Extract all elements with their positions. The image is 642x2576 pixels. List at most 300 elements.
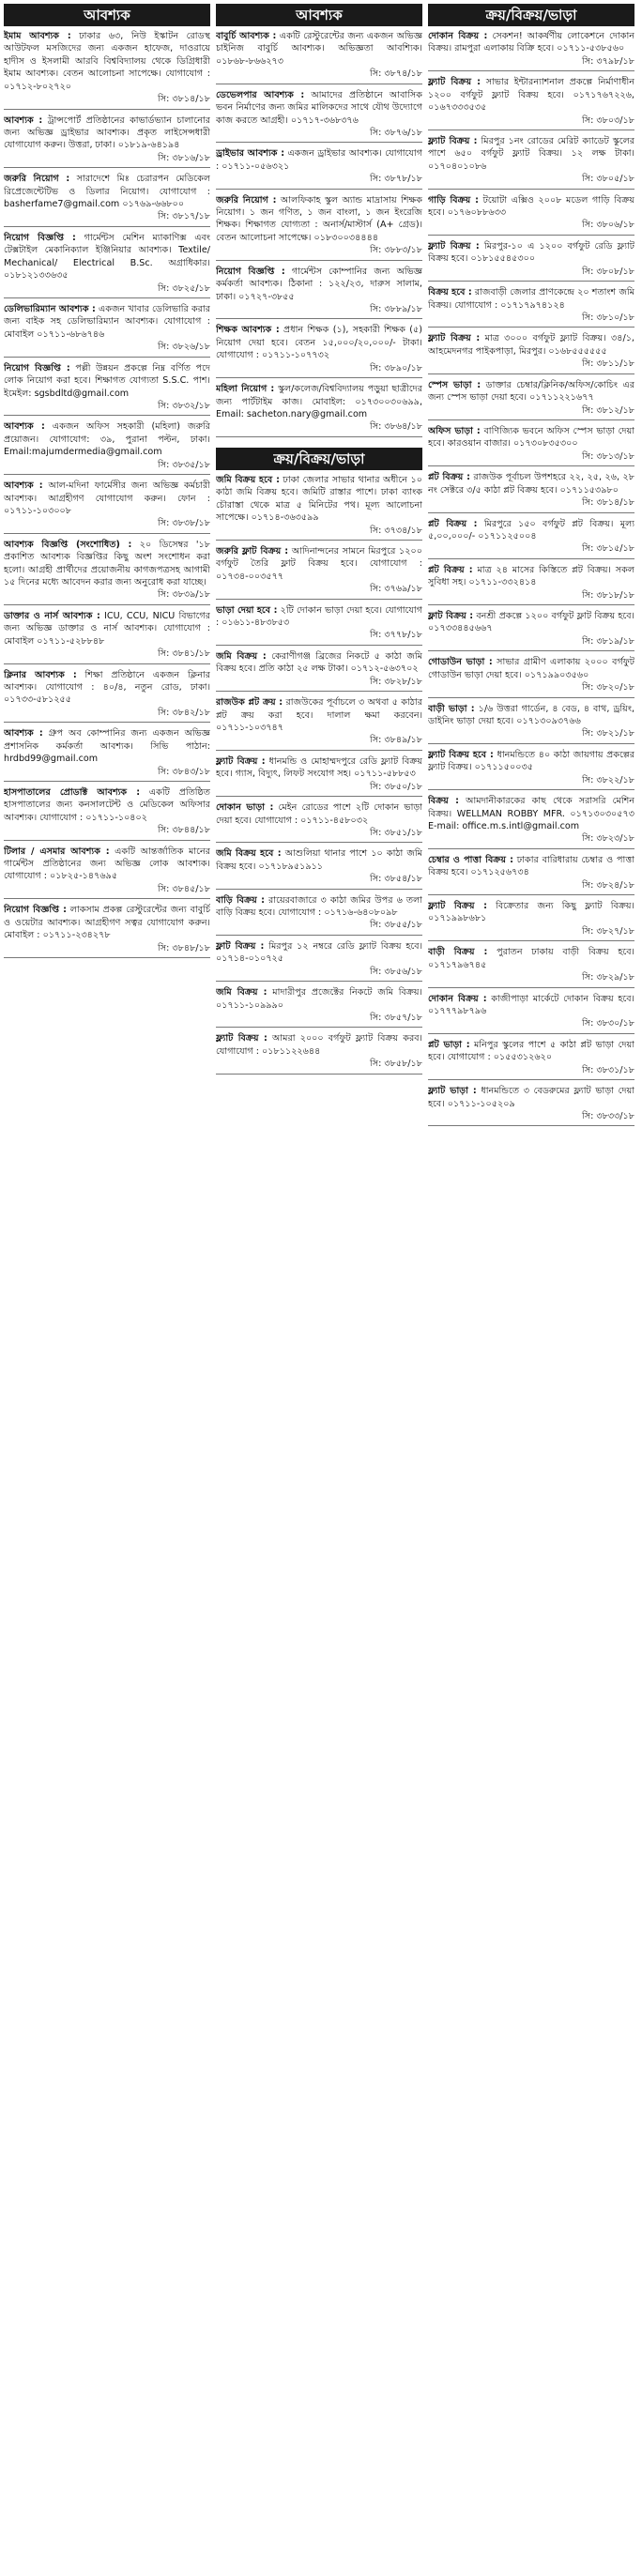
ad-heading: ইমাম আবশ্যক : xyxy=(4,31,71,41)
ad-code: সি: ৩৮৪৪/১৮ xyxy=(158,825,210,836)
classified-ad xyxy=(4,727,210,786)
ad-heading: আবশ্যক বিজ্ঞপ্তি (সংশোধিত) : xyxy=(4,539,132,550)
ad-body xyxy=(216,194,422,245)
classified-ad xyxy=(216,194,422,266)
ad-text: সাভার গ্রামীণ এলাকায় ২০০০ বর্গফুট গোডাউন ভাড়া দেয়া হবে। ০১৭১৯৯০৩৫৬০ xyxy=(428,657,634,680)
divider xyxy=(428,512,634,513)
ad-body xyxy=(428,749,634,774)
ad-heading: বিক্রয় : xyxy=(428,796,459,807)
classified-ad xyxy=(4,362,210,421)
classified-ad xyxy=(216,940,422,986)
ad-code: সি: ৩৭৬৯/১৮ xyxy=(370,584,422,595)
ad-code: সি: ৩৮২১/১৮ xyxy=(582,728,634,739)
ad-body xyxy=(428,854,634,879)
divider xyxy=(428,604,634,605)
ad-body xyxy=(216,324,422,361)
ad-heading: ভাড়া দেয়া হবে : xyxy=(216,604,278,616)
ad-code: সি: ৩৮৪৯/১৮ xyxy=(370,735,422,746)
ad-text: গার্মেন্টস মেশিন ম্যাকাণিক্স এবং টেক্সটাইল মেকানিক্যাল ইঞ্জিনিয়ার আবশ্যক। Textile/ Mechanical/ Electrical B.Sc. অগ্রাধিকার। ০১৮১২১৩৩৬৩৫ xyxy=(4,232,210,282)
classified-ad xyxy=(428,854,634,900)
ad-heading: দোকান ভাড়া : xyxy=(216,802,274,814)
ad-body xyxy=(428,425,634,450)
ad-text: আমাদের প্রতিষ্ঠানে আবাসিক ভবন নির্মাণের জন্য জমির মালিকদের সাথে যৌথ উদ্যোগে কাজ করতে আগ্রহী। ০১৭১৭-৩৬৮৩৭৬ xyxy=(216,89,422,126)
ad-text: রায়েরবাজারে ৩ কাঠা জমির উপর ৬ তলা বাড়ি বিক্রয় হবে। যোগাযোগ : ০১৭১৬-৬৪০৮০৯৮ xyxy=(216,894,422,919)
ad-body xyxy=(4,904,210,941)
ad-code: সি: ৩৮১৪/১৮ xyxy=(582,497,634,509)
ad-heading: আবশ্যক : xyxy=(4,421,45,433)
ad-heading: ফ্লাট বিক্রয় : xyxy=(428,611,474,622)
divider xyxy=(216,645,422,646)
divider xyxy=(4,957,210,958)
ad-heading: হাসপাতালের প্রোডাক্ট আবশ্যক : xyxy=(4,786,141,798)
ad-heading: নিয়োগ বিজ্ঞপ্তি : xyxy=(4,232,76,243)
classified-ad xyxy=(428,610,634,656)
ad-code: সি: ৩৮০৮/১৮ xyxy=(582,266,634,277)
ad-code: সি: ৩৮৫০/১৮ xyxy=(370,781,422,792)
ad-body xyxy=(216,650,422,676)
ad-text: মিরপুর ১নং রোডের মেরিট ক্যাডেট স্কুলের পাশে ৬৫০ বর্গফুট ফ্ল্যাট বিক্রয়। ১২ লক্ষ টাকা। ০১৭০৪০১০৮৬ xyxy=(428,135,634,172)
ad-heading: জমি বিক্রয় : xyxy=(216,650,267,662)
ad-heading: বাড়ি বিক্রয় : xyxy=(216,894,265,906)
ad-list xyxy=(428,30,634,1131)
classified-ad xyxy=(216,847,422,893)
ad-body xyxy=(216,1032,422,1058)
classified-ad xyxy=(216,755,422,801)
divider xyxy=(4,357,210,358)
classified-ad xyxy=(216,650,422,696)
ad-heading: বাবুর্চি আবশ্যক : xyxy=(216,31,277,41)
divider xyxy=(4,663,210,664)
classified-ad xyxy=(428,749,634,795)
ad-heading: জরুরি ফ্লাট বিক্রয় : xyxy=(216,545,289,556)
ad-text: মিরপুর-১০ এ ১২০০ বর্গফুট রেডি ফ্ল্যাট বিক্রয় হবে। ০১৮১৫৫৪৫৩০০ xyxy=(428,240,634,265)
ad-code: সি: ৩৮৩০/১৮ xyxy=(582,1018,634,1029)
ad-heading: জরুরি নিয়োগ : xyxy=(216,194,277,206)
ad-body xyxy=(428,1085,634,1110)
ad-text: ট্রান্সপোর্ট প্রতিষ্ঠানের কাভার্ডভ্যান চালানোর জন্য অভিজ্ঞ ড্রাইভার আবশ্যক। প্রকৃত লাইসেন্সধারী যোগাযোগ করুন। উত্তরা, ঢাকা। ০১৮১৯-৬৪১৯৪ xyxy=(4,114,210,151)
classified-ad xyxy=(428,379,634,425)
divider xyxy=(428,697,634,698)
ad-heading: আবশ্যক : xyxy=(4,480,43,492)
divider xyxy=(4,722,210,723)
ad-code: সি: ৩৮১৭/১৮ xyxy=(158,211,210,222)
divider xyxy=(428,743,634,744)
classified-ad xyxy=(216,324,422,383)
ad-heading: ক্লিনার আবশ্যক : xyxy=(4,669,77,680)
ad-body xyxy=(4,727,210,765)
classified-ad xyxy=(4,669,210,728)
ad-heading: অফিস ভাড়া : xyxy=(428,425,481,436)
ad-heading: স্পেস ভাড়া : xyxy=(428,379,482,390)
divider xyxy=(216,981,422,982)
ad-text: আশুলিয়া থানার পাশে ১০ কাঠা জমি বিক্রয় হবে। ০১৭১৮৯৫১৯১১ xyxy=(216,848,422,872)
classified-ad xyxy=(4,480,210,539)
ad-body xyxy=(216,30,422,68)
divider xyxy=(428,848,634,849)
ad-heading: ডেভেলপার আবশ্যক : xyxy=(216,89,305,100)
divider xyxy=(216,189,422,190)
ad-heading: প্লট ভাড়া : xyxy=(428,1039,470,1050)
ad-body xyxy=(4,846,210,883)
ad-heading: ফ্ল্যাট বিক্রয় : xyxy=(428,333,481,344)
ad-text: আমরা ২০০০ বর্গফুট ফ্ল্যাট বিক্রয় করব। যোগাযোগ : ০১৮১১২২৬৪৪ xyxy=(216,1033,422,1057)
ad-heading: দোকান বিক্রয় : xyxy=(428,993,487,1004)
classified-ad xyxy=(216,89,422,148)
ad-body xyxy=(428,1039,634,1064)
ad-text: গ্রুপ অব কোম্পানির জন্য একজন অভিজ্ঞ প্রশাসনিক কর্মকর্তা আবশ্যক। সিভি পাঠান: hrdbd99@gmail.com xyxy=(4,728,210,765)
divider xyxy=(216,540,422,541)
classified-ad xyxy=(428,900,634,946)
ad-code: সি: ৩৮২৪/১৮ xyxy=(582,879,634,891)
classified-ad xyxy=(428,564,634,610)
classified-ad xyxy=(216,383,422,442)
ad-text: মাত্র ২৪ মাসের কিস্তিতে প্লট বিক্রয়। সকল সুবিধা সহ। ০১৭১১-৩৩২৪১৪ xyxy=(428,564,634,588)
ad-heading: ফ্ল্যাট বিক্রয় : xyxy=(428,77,481,88)
ad-text: ধানমন্ডি ও মোহাম্মদপুরে রেডি ফ্ল্যাট বিক্রয় হবে। গ্যাস, বিদ্যুৎ, লিফট সংযোগ সহ। ০১৭১১-৫৮৮৫৩ xyxy=(216,755,422,780)
divider xyxy=(428,1125,634,1126)
divider xyxy=(4,781,210,782)
ad-text: আদিনান্দনের সামনে মিরপুরে ১২০০ বর্গফুট তৈরি ফ্লাট বিক্রয় হবে। যোগাযোগ : ০১৭৩৪-০০৩৫৭৭ xyxy=(216,545,422,582)
ad-text: রাজউকের পূর্বাচলে ৩ অথবা ৫ কাঠার প্লট ক্রয় করা হবে। দালাল ক্ষমা করবেন। ০১৭১১-১০৩৭৪৭ xyxy=(216,697,422,733)
divider xyxy=(4,840,210,841)
ad-heading: ফ্ল্যাট বিক্রয় : xyxy=(428,901,487,912)
ad-heading: ফ্লাট বিক্রয় : xyxy=(216,940,265,952)
divider xyxy=(428,327,634,328)
ad-code: সি: ৩৮২৭/১৮ xyxy=(582,925,634,937)
divider xyxy=(428,789,634,790)
ad-text: রাজউক পূর্বাচল উপশহরে ২২, ২৫, ২৬, ২৮ নং সেক্টরে ৩/৫ কাঠা প্লট বিক্রয় হবে। ০১৭১১৫৩৯৮০ xyxy=(428,472,634,495)
ad-body xyxy=(216,755,422,781)
classified-ad xyxy=(4,232,210,303)
ad-body xyxy=(4,539,210,589)
classified-ad xyxy=(428,946,634,992)
classified-ad xyxy=(428,30,634,76)
ad-body xyxy=(428,471,634,496)
divider xyxy=(428,1079,634,1080)
ad-body xyxy=(216,604,422,630)
ad-text: ঢাকার বারিধারায় চেম্বার ও পাত্তা বিক্রয় হবে। ০১৭১২৫৬৭৩৪ xyxy=(428,854,634,878)
ad-body xyxy=(428,946,634,971)
ad-body xyxy=(4,669,210,707)
ad-code: সি: ৩৮৩৫/১৮ xyxy=(158,459,210,470)
ad-text: আলফিকাহ স্কুল অ্যান্ড মাদ্রাসায় শিক্ষক নিয়োগ। ১ জন গণিত, ১ জন বাংলা, ১ জন ইংরেজি শিক্ষক। শিক্ষাগত যোগ্যতা : অনার্স/মাস্টার্স (A+ গ্রেড)। বেতন আলোচনা সাপেক্ষে। ০১৮৩০০৩৪৪৪৪ xyxy=(216,194,422,243)
ad-body xyxy=(428,993,634,1018)
ad-code: সি: ৩৮৮৯/১৮ xyxy=(370,304,422,315)
ad-code: সি: ৩৮৪৩/১৮ xyxy=(158,766,210,777)
ad-text: কেরাণীগঞ্জ ব্রিজের নিকটে ৫ কাঠা জমি বিক্রয় হবে। প্রতি কাঠা ২৫ লক্ষ টাকা। ০১৭১২-৫৬৩৭০২ xyxy=(216,650,422,675)
ad-heading: ফ্ল্যাট বিক্রয় : xyxy=(216,1033,268,1044)
ad-code: সি: ৩৮২০/১৮ xyxy=(582,682,634,694)
ad-body xyxy=(216,89,422,127)
ad-body xyxy=(428,703,634,728)
ad-text: পল্লী উন্নয়ন প্রকল্পে নিম্ন বর্ণিত পদে লোক নিয়োগ করা হবে। শিক্ষাগত যোগ্যতা S.S.C. পাশ। ইমেইল: sgsbdltd@gmail.com xyxy=(4,362,210,399)
ad-code: সি: ৩৮২৮/১৮ xyxy=(370,676,422,687)
classified-ad xyxy=(4,420,210,480)
ad-body xyxy=(216,940,422,966)
ad-text: ঢাকা জেলার সাভার থানার অধীনে ১০ কাঠা জমি বিক্রয় হবে। জমিটি রাস্তার পাশে। ঢাকা ব্যাংক চৌরাস্তা থেকে মাত্র ৫ মিনিটের পথ। মূল্য আলোচনা সাপেক্ষে। ০১৭১৪-৩৬৩৫৯৯ xyxy=(216,474,422,524)
ad-text: পুরাতন ঢাকায় বাড়ী বিক্রয় হবে। ০১৭১৭৯৬৭৪৫ xyxy=(428,947,634,970)
ad-code: সি: ৩৮৩১/১৮ xyxy=(582,1064,634,1075)
ad-text: কাজীপাড়া মার্কেটে দোকান বিক্রয় হবে। ০১৭৭৭৯৮৭৯৬ xyxy=(428,993,634,1016)
ad-body xyxy=(216,801,422,827)
ad-heading: গোডাউন ভাড়া : xyxy=(428,657,493,668)
ad-body xyxy=(216,894,422,920)
divider xyxy=(216,691,422,692)
classified-ad xyxy=(4,173,210,232)
divider xyxy=(4,604,210,605)
ad-text: ১/৬ উত্তরা গার্ডেন, ৪ বেড, ৪ বাথ, ড্রয়িং, ডাইনিং ভাড়া দেয়া হবে। ০১৭১৩০৯৩৭৬৬ xyxy=(428,703,634,726)
ad-body xyxy=(4,30,210,93)
classified-ad xyxy=(428,471,634,517)
classified-ad xyxy=(216,986,422,1032)
classified-ad xyxy=(428,135,634,194)
ad-body xyxy=(4,786,210,824)
ad-code: সি: ৩৮১৮/১৮ xyxy=(582,589,634,601)
classified-ad xyxy=(216,147,422,193)
ad-body xyxy=(428,286,634,312)
ad-heading: বিক্রয় হবে : xyxy=(428,287,472,298)
ad-body xyxy=(428,76,634,114)
divider xyxy=(4,474,210,475)
ad-text: মিরপুরে ১৫০ বর্গফুট প্লট বিক্রয়। মূল্য ৫,০০,০০০/- ০১৭১১২৫০০৪ xyxy=(428,518,634,541)
classified-ad xyxy=(4,904,210,963)
ad-code: সি: ৩৮৫১/১৮ xyxy=(370,827,422,838)
ad-code: সি: ৩৮৫৭/১৮ xyxy=(370,1013,422,1023)
classified-ad xyxy=(428,194,634,240)
ad-heading: নিয়োগ বিজ্ঞপ্তি : xyxy=(4,905,67,916)
classified-ad xyxy=(216,1032,422,1078)
ad-text: একজন অফিস সহকারী (মহিলা) জরুরি প্রয়োজন। যোগাযোগ: ৩৯, পুরানা পল্টন, ঢাকা। Email:majumdermedia@gmail.com xyxy=(4,421,210,458)
ad-text: লাকসাম প্রকল্প রেস্টুরেন্টের জন্য বাবুর্চি ও ওয়েটার আবশ্যক। আগ্রহীগণ সত্বর যোগাযোগ করুন। মোবাইল : ০১৭১১-২৩৪২৭৮ xyxy=(4,905,210,941)
ad-text: ঢাকার ৬৩, নিউ ইস্কাটন রোডস্থ আউটফল মসজিদের জন্য একজন হাফেজ, দাওরায়ে হাদীস ও ইসলামী আরবি বিশ্ববিদ্যালয় থেকে ডিগ্রিধারী ইমাম আবশ্যক। বেতন আলোচনা সাপেক্ষে। যোগাযোগ : ০১৭১২-৮০২৭২০ xyxy=(4,31,210,92)
ad-body xyxy=(216,266,422,303)
ad-code: সি: ৩৮৪২/১৮ xyxy=(158,707,210,718)
ad-body xyxy=(428,900,634,925)
ad-code: সি: ৩৮৪৮/১৮ xyxy=(158,942,210,953)
ad-code: সি: ৩৮৩৮/১৮ xyxy=(158,518,210,529)
ad-heading: আবশ্যক : xyxy=(4,114,43,126)
classified-ad xyxy=(4,114,210,174)
column-1 xyxy=(4,4,210,2576)
ad-heading: রাজউক প্লট ক্রয় : xyxy=(216,697,283,709)
ad-code: সি: ৩৮০৫/১৮ xyxy=(582,174,634,185)
classified-ad xyxy=(4,539,210,610)
ad-code: সি: ৩৮১০/১৮ xyxy=(582,312,634,324)
ad-heading: শিক্ষক আবশ্যক : xyxy=(216,325,280,336)
divider xyxy=(216,889,422,890)
ad-code: সি: ৩৮২৯/১৮ xyxy=(582,972,634,983)
ad-code: সি: ৩৮২৬/১৮ xyxy=(158,342,210,353)
ad-text: ধানমন্ডিতে ৩ বেডরুমের ফ্ল্যাট ভাড়া দেয়া হবে। ০১৭১১-১০৫২০৯ xyxy=(428,1086,634,1109)
classified-ad xyxy=(428,703,634,749)
ad-text: একটি আন্তর্জাতিক মানের গার্মেন্টস প্রতিষ্ঠানের জন্য অভিজ্ঞ লোক আবশ্যক। যোগাযোগ : ০১৮২৫-১৪৭৬৯৫ xyxy=(4,846,210,882)
classified-ad xyxy=(216,604,422,650)
ad-text: ২০ ডিসেম্বর '১৮ প্রকাশিত আবশ্যক বিজ্ঞপ্তির কিছু অংশ সংশোধন করা হলো। আগ্রহী প্রার্থীদের প্রয়োজনীয় কাগজপত্রসহ আগামী ১৫ দিনের মধ্যে আবেদন করার জন্য অনুরোধ করা যাচ্ছে। xyxy=(4,539,210,588)
section-header: ক্রয়/বিক্রয়/ভাড়া xyxy=(428,4,634,26)
ad-body xyxy=(428,656,634,681)
classified-ad xyxy=(428,240,634,286)
ad-text: মনিপুর স্কুলের পাশে ৫ কাঠা প্লট ভাড়া দেয়া হবে। যোগাযোগ : ০১৫৫৩১২৬২০ xyxy=(428,1039,634,1063)
divider xyxy=(428,189,634,190)
ad-body xyxy=(4,610,210,648)
ad-code: সি: ৩৮৩২/১৮ xyxy=(158,400,210,411)
classified-ad xyxy=(216,801,422,847)
ad-heading: নিয়োগ বিজ্ঞপ্তি : xyxy=(4,362,70,373)
ad-heading: দোকান বিক্রয় : xyxy=(428,31,488,41)
ad-body xyxy=(216,474,422,525)
divider xyxy=(428,373,634,374)
classified-ad xyxy=(428,795,634,854)
ad-heading: নিয়োগ বিজ্ঞপ্তি : xyxy=(216,266,285,277)
ad-code: সি: ৩৮১৫/১৮ xyxy=(582,543,634,555)
divider xyxy=(216,842,422,843)
ad-text: মাদারীপুর প্রজেক্টের নিকটে জমি বিক্রয়। ০১৭১১-১০৯৯৯০ xyxy=(216,987,422,1011)
ad-body xyxy=(428,518,634,543)
classified-ad xyxy=(4,30,210,114)
classified-ad xyxy=(216,474,422,545)
ad-heading: মহিলা নিয়োগ : xyxy=(216,384,275,395)
ad-text: ২টি দোকান ভাড়া দেয়া হবে। যোগাযোগ : ০১৬১১-৪৮৩৮৫৩ xyxy=(216,604,422,629)
section-header: আবশ্যক xyxy=(216,4,422,26)
ad-body xyxy=(4,303,210,341)
ad-body xyxy=(216,986,422,1012)
ad-code: সি: ৩৮৫৬/১৮ xyxy=(370,966,422,977)
ad-text: সারাদেশে মিঃ চেরারপন মেডিকেল রিপ্রেজেন্টেটিভ ও ডিলার নিয়োগ। যোগাযোগ : basherfame7@gmail.com ০১৭৬৯-৬৬৮০০ xyxy=(4,174,210,210)
ad-text: টয়োটা এক্সিও ২০০৮ মডেল গাড়ি বিক্রয় হবে। ০১৭৬০৮৮৬৩৩ xyxy=(428,194,634,219)
ad-body xyxy=(4,480,210,517)
ad-code: সি: ৩৮০৩/১৮ xyxy=(582,114,634,126)
ad-code: সি: ৩৮৬৪/১৮ xyxy=(370,421,422,433)
divider xyxy=(4,109,210,110)
ad-text: প্রধান শিক্ষক (১), সহকারী শিক্ষক (৫) নিয়োগ দেয়া হবে। বেতন ১৫,০০০/২০,০০০/- টাকা। যোগাযোগ : ০১৭১১-১০৭৭৩২ xyxy=(216,325,422,361)
ad-body xyxy=(428,240,634,266)
ad-code: সি: ৩৮৭৪/১৮ xyxy=(370,69,422,80)
classified-ad xyxy=(216,266,422,325)
classified-ad xyxy=(216,30,422,89)
ad-heading: ফ্ল্যাট বিক্রয় হবে : xyxy=(428,749,494,760)
divider xyxy=(216,796,422,797)
divider xyxy=(4,898,210,899)
ad-code: সি: ৩৮৪৫/১৮ xyxy=(158,883,210,894)
ad-body xyxy=(216,847,422,873)
ad-heading: আবশ্যক : xyxy=(4,728,43,739)
ad-heading: জরুরি নিয়োগ : xyxy=(4,174,70,185)
divider xyxy=(428,558,634,559)
classified-ad xyxy=(428,518,634,564)
classified-ad xyxy=(216,696,422,755)
divider xyxy=(216,318,422,319)
divider xyxy=(216,1027,422,1028)
ad-body xyxy=(216,696,422,734)
classified-ad xyxy=(428,993,634,1039)
ad-code: সি: ৩৮২৩/১৮ xyxy=(582,833,634,845)
ad-code: সি: ৩৮২২/১৮ xyxy=(582,774,634,785)
ad-heading: ফ্ল্যাট ভাড়া : xyxy=(428,1086,477,1097)
ad-heading: প্লট বিক্রয় : xyxy=(428,564,473,575)
ad-body xyxy=(428,135,634,173)
divider xyxy=(216,377,422,378)
ad-text: ICU, CCU, NICU বিভাগের জন্য অভিজ্ঞ ডাক্তার ও নার্স আবশ্যক। যোগাযোগ : মোবাইল ০১৭১১-৫২৮৮৪৮ xyxy=(4,610,210,647)
ad-text: বিক্রেতার জন্য কিছু ফ্ল্যাট বিক্রয়। ০১৭১৯৯৮৬৮১ xyxy=(428,901,634,924)
divider xyxy=(4,297,210,298)
divider xyxy=(216,142,422,143)
ad-heading: টিলার / এসমার আবশ্যক : xyxy=(4,846,110,857)
ad-heading: ফ্ল্যাট বিক্রয় : xyxy=(216,755,266,767)
ad-heading: বাড়ী ভাড়া : xyxy=(428,703,475,714)
section-header: ক্রয়/বিক্রয়/ভাড়া xyxy=(216,448,422,470)
ad-code: সি: ৩৮৫৮/১৮ xyxy=(370,1059,422,1070)
classified-ad xyxy=(428,1085,634,1131)
column-3 xyxy=(428,4,634,2576)
ad-text: আল-মদিনা ফার্মেসীর জন্য অভিজ্ঞ কর্মচারী আবশ্যক। আগ্রহীগণ যোগাযোগ করুন। ফোন : ০১৭১১-১০৩০০৮ xyxy=(4,480,210,516)
ad-code: সি: ৩৮৪১/১৮ xyxy=(158,648,210,660)
ad-body xyxy=(428,30,634,55)
divider xyxy=(428,650,634,651)
ad-heading: চেম্বার ও পাত্তা বিক্রয় : xyxy=(428,854,513,865)
divider xyxy=(428,940,634,941)
ad-text: একজন খাবার ডেলিভারি করার জন্য বাইক সহ ডেলিভারিম্যান আবশ্যক। যোগাযোগ : মোবাইল ০১৭১১-৬৮৬৭৪৬ xyxy=(4,304,210,340)
ad-text: শিক্ষা প্রতিষ্ঠানে একজন ক্লিনার আবশ্যক। যোগাযোগ : ৪০/৪, নতুন রোড, ঢাকা। ০১৭৩৩-৫৮১২৫৫ xyxy=(4,669,210,706)
divider xyxy=(428,419,634,420)
ad-code: সি: ৩৮৮৩/১৮ xyxy=(370,245,422,256)
ad-heading: বাড়ী বিক্রয় : xyxy=(428,947,488,958)
ad-heading: জমি বিক্রয় : xyxy=(216,987,268,998)
divider xyxy=(428,1033,634,1034)
ad-text: রাজবাড়ী জেলার প্রাণকেন্দ্রে ২০ শতাংশ জমি বিক্রয়। যোগাযোগ : ০১৭১৭৯৭৪১২৪ xyxy=(428,287,634,311)
ad-heading: জমি বিক্রয় হবে : xyxy=(216,474,280,485)
section-header: আবশ্যক xyxy=(4,4,210,26)
ad-heading: ড্রাইভার আবশ্যক : xyxy=(216,148,285,160)
ad-code: সি: ৩৮৭৬/১৮ xyxy=(370,127,422,138)
ad-code: সি: ৩৮৯০/১৮ xyxy=(370,362,422,373)
column-2 xyxy=(216,4,422,2576)
ad-body xyxy=(428,194,634,220)
classified-ad xyxy=(428,656,634,702)
ad-heading: জমি বিক্রয় হবে : xyxy=(216,848,282,860)
ad-text: ডাক্তার চেম্বার/ক্লিনিক/অফিস/কোচিং এর জন্য স্পেস ভাড়া দেয়া হবে। ০১৭১১২২১৬৭৭ xyxy=(428,379,634,404)
ad-body xyxy=(4,232,210,282)
ad-heading: ডাক্তার ও নার্স আবশ্যক : xyxy=(4,610,100,621)
ad-code: সি: ৩৮২৫/১৮ xyxy=(158,282,210,294)
classified-ad xyxy=(216,894,422,940)
ad-body xyxy=(428,564,634,589)
ad-code: সি: ৩৮১৬/১৮ xyxy=(158,152,210,163)
ad-code: সি: ৩৭৩৪/১৮ xyxy=(370,525,422,536)
ad-text: সাভার ইন্টারন্যাশনাল প্রকল্পে নির্মাণাধীন ১২০০ বর্গফুট ফ্ল্যাট বিক্রয় হবে। ০১৭১৭৬৭২২৬, ০১৬৭৩৩৩৫৩৫ xyxy=(428,77,634,114)
ad-list xyxy=(216,30,422,442)
ad-text: একটি প্রতিষ্ঠিত হাসপাতালের জন্য কনসালটেন্ট ও মেডিকেল অফিসার আবশ্যক। যোগাযোগ : ০১৭১১-১০৪০২ xyxy=(4,786,210,823)
divider xyxy=(4,415,210,416)
ad-code: সি: ৩৮৩৩/১৮ xyxy=(582,1110,634,1121)
ad-code: সি: ৩৮৩৯/১৮ xyxy=(158,589,210,601)
divider xyxy=(428,987,634,988)
ad-text: একজন ড্রাইভার আবশ্যক। যোগাযোগ : ০১৭১১-০৫৬৩২১ xyxy=(216,148,422,172)
ad-body xyxy=(4,173,210,210)
ad-text: সেকশন! আকর্ষণীয় লোকেশনে দোকান বিক্রয়। রামপুরা এলাকায় বিক্রি হবে। ০১৭১১-৫৩৮৫৬০ xyxy=(428,31,634,54)
ad-body xyxy=(4,420,210,458)
divider xyxy=(216,750,422,751)
ad-body xyxy=(4,114,210,152)
ad-text: মিরপুর ১২ নম্বরে রেডি ফ্ল্যাট বিক্রয় হবে। ০১৭১৪-০১০৭২৫ xyxy=(216,940,422,965)
ad-text: গার্মেন্টস কোম্পানির জন্য অভিজ্ঞ কর্মকর্তা আবশ্যক। ঠিকানা : ১২২/২৩, দারুস সালাম, ঢাকা। ০১৭২৭-৩৮৫৫ xyxy=(216,266,422,302)
ad-body xyxy=(428,332,634,358)
ad-text: একটি রেস্টুরেন্টের জন্য একজন অভিজ্ঞ চাইনিজ বাবুর্চি আবশ্যক। অভিজ্ঞতা আবশ্যিক। ০১৮৬৮-৮৬৬২৭৩ xyxy=(216,31,422,67)
classified-ad xyxy=(4,610,210,669)
divider xyxy=(216,599,422,600)
ad-heading: গাড়ি বিক্রয় : xyxy=(428,194,480,206)
ad-heading: প্লট বিক্রয় : xyxy=(428,472,470,483)
ad-text: মাত্র ৩০০০ বর্গফুট ফ্ল্যাট বিক্রয়। ৩৪/১, আহমেদনগর পাইকপাড়া, মিরপুর। ০১৬৮৫৫৫৫৫৫ xyxy=(428,333,634,357)
